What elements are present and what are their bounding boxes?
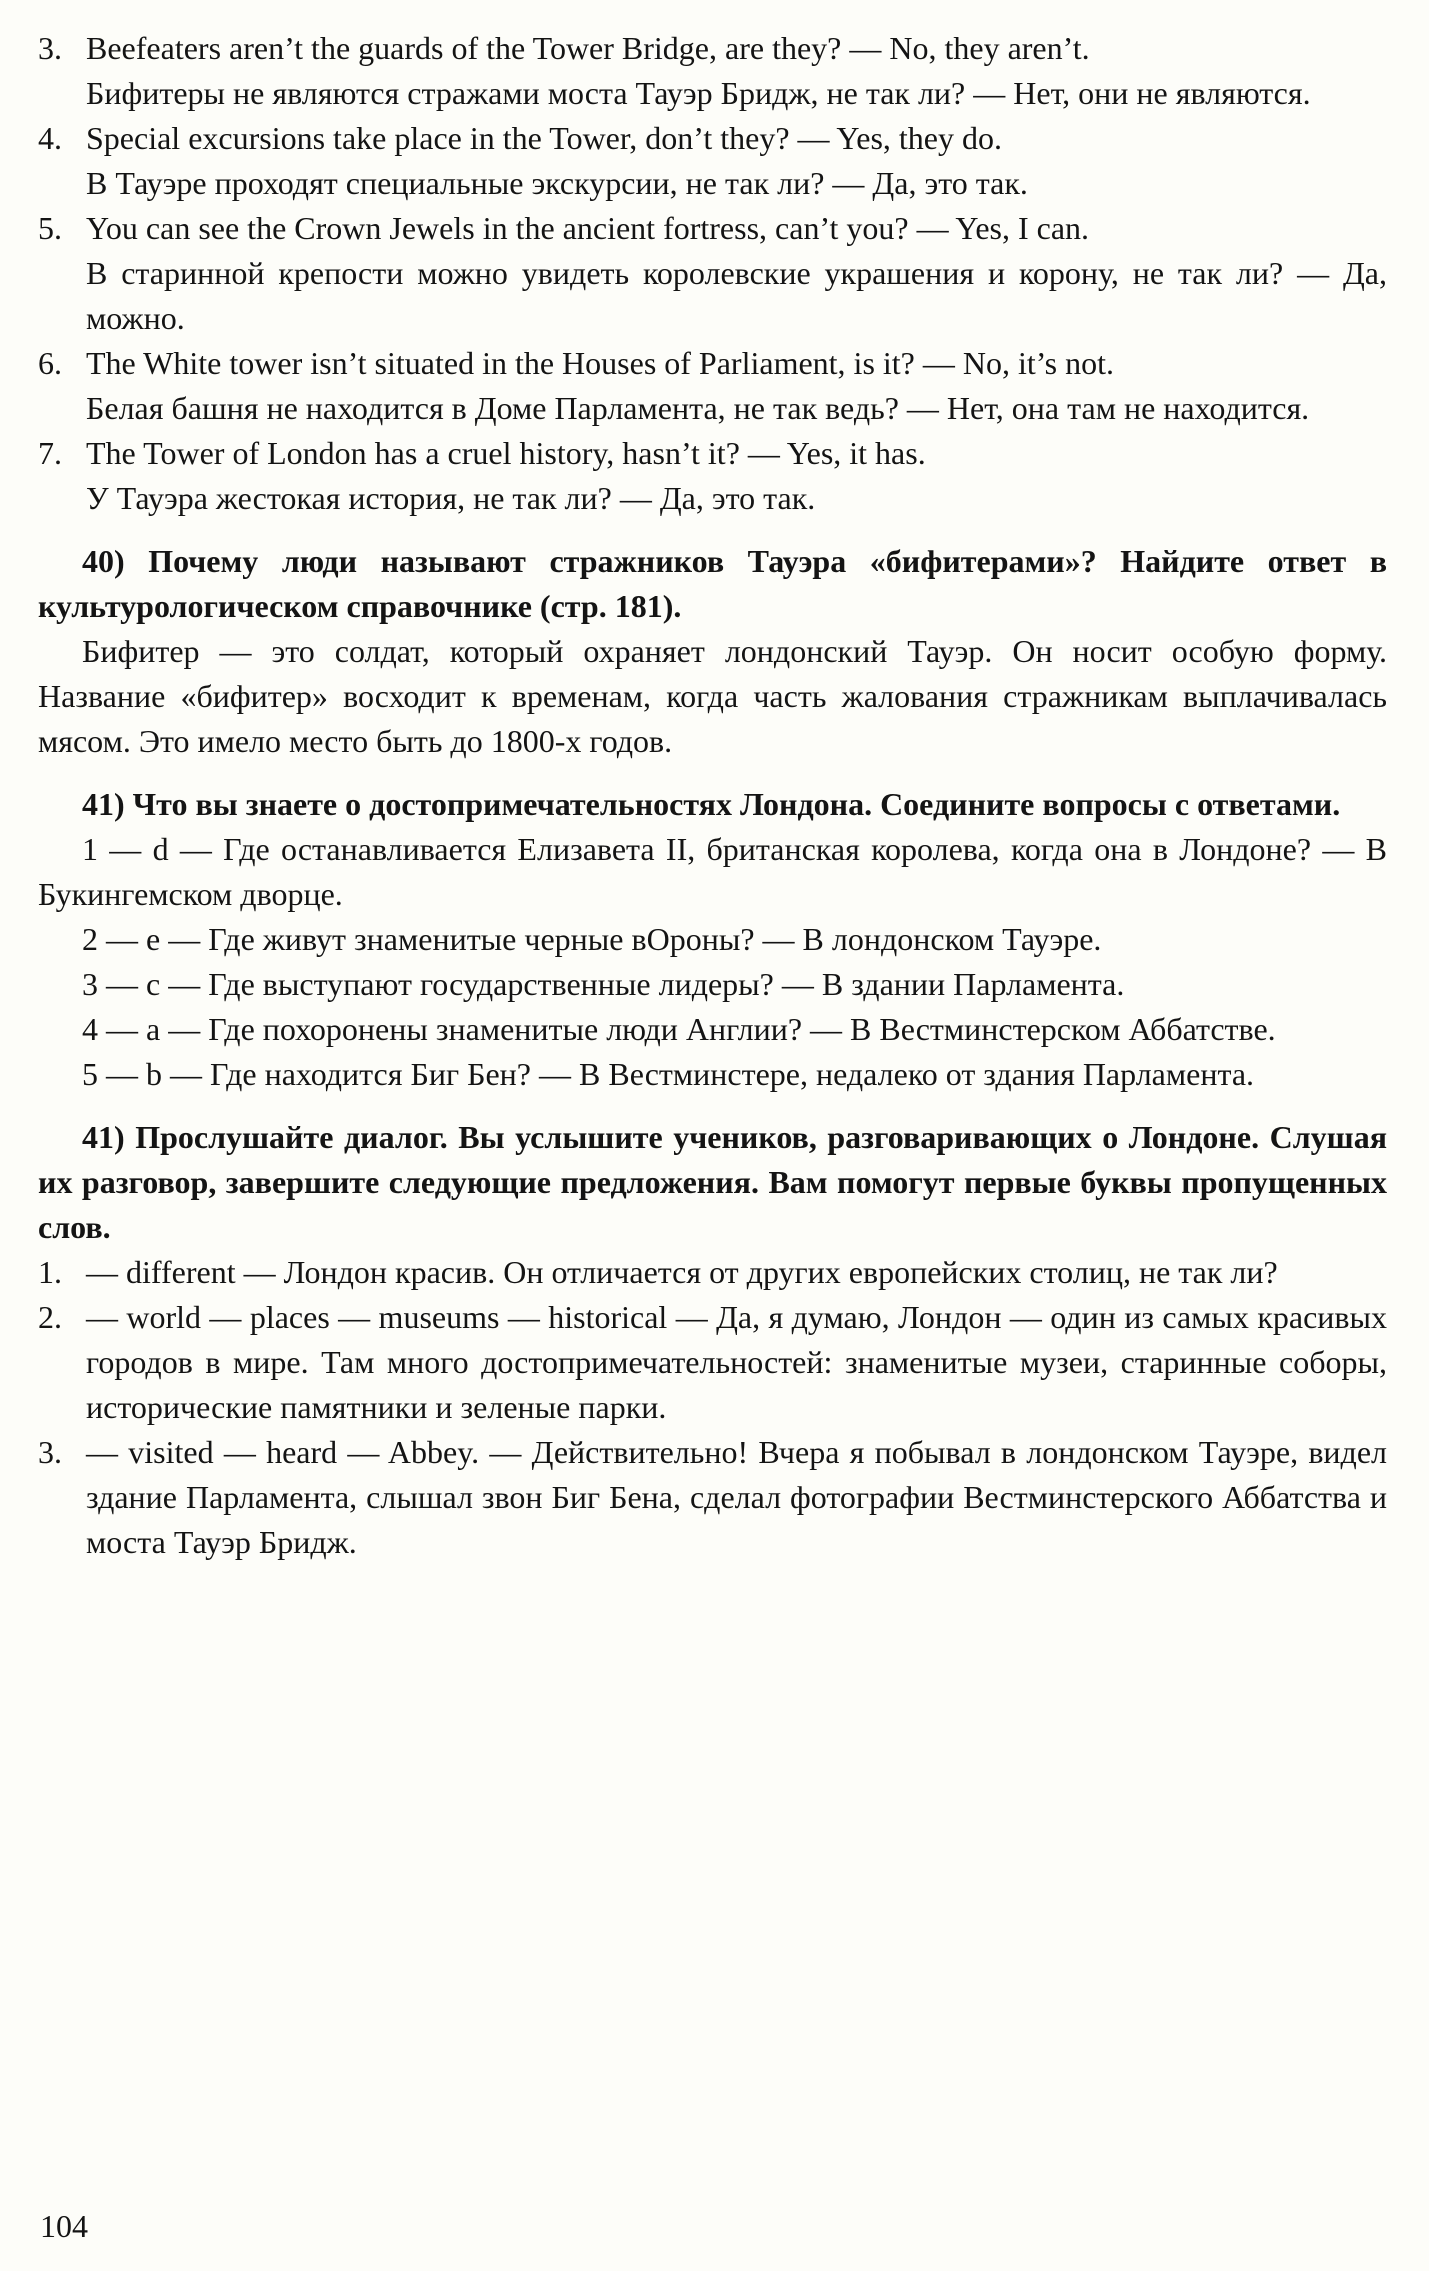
question-body — [86, 116, 1387, 206]
dialogue-item — [38, 1430, 1387, 1565]
question-ru: В Тауэре проходят специальные экскурсии, не так ли? — Да, это так. — [86, 165, 1028, 201]
item-number: 7. — [38, 435, 62, 471]
dialogue-item — [38, 1295, 1387, 1430]
question-item — [38, 341, 1387, 431]
question-item — [38, 206, 1387, 341]
question-ru: Бифитеры не являются стражами моста Тауэр Бридж, не так ли? — Нет, они не являются. — [86, 75, 1311, 111]
match-pair: 4 — a — Где похоронены знаменитые люди Англии? — В Вестминстерском Аббатстве. — [82, 1011, 1276, 1047]
task-41-match — [38, 782, 1387, 1097]
question-body — [86, 431, 1387, 521]
match-pair: 3 — c — Где выступают государственные лидеры? — В здании Парламента. — [82, 966, 1125, 1002]
match-pair: 1 — d — Где останавливается Елизавета II, британская королева, когда она в Лондоне? — В Букингемском дворце. — [38, 831, 1387, 912]
question-en: You can see the Crown Jewels in the ancient fortress, can’t you? — Yes, I can. — [86, 210, 1090, 246]
question-en: Beefeaters aren’t the guards of the Tower Bridge, are they? — No, they aren’t. — [86, 30, 1090, 66]
match-pair: 5 — b — Где находится Биг Бен? — В Вестминстере, недалеко от здания Парламента. — [82, 1056, 1255, 1092]
dialogue-text: — visited — heard — Abbey. — Действительно! Вчера я побывал в лондонском Тауэре, видел здание Парламента, слышал звон Биг Бена, сделал фотографии Вестминстерского Аббатства и моста Тауэр Бридж. — [86, 1434, 1387, 1560]
item-number: 2. — [38, 1299, 62, 1335]
question-body — [86, 26, 1387, 116]
dialogue-text: — different — Лондон красив. Он отличается от других европейских столиц, не так ли? — [86, 1254, 1278, 1290]
question-en: The White tower isn’t situated in the Houses of Parliament, is it? — No, it’s not. — [86, 345, 1114, 381]
question-item — [38, 431, 1387, 521]
dialogue-text: — world — places — museums — historical — Да, я думаю, Лондон — один из самых красивых городов в мире. Там много достопримечательностей: знаменитые музеи, старинные соборы, исторические памятники и зеленые парки. — [86, 1299, 1387, 1425]
task-40-heading: 40) Почему люди называют стражников Тауэра «бифитерами»? Найдите ответ в культурологическом справочнике (стр. 181). — [38, 543, 1387, 624]
question-ru: У Тауэра жестокая история, не так ли? — Да, это так. — [86, 480, 816, 516]
item-number: 6. — [38, 345, 62, 381]
item-number: 5. — [38, 210, 62, 246]
dialogue-item — [38, 1250, 1387, 1295]
item-number: 3. — [38, 1434, 62, 1470]
question-item — [38, 26, 1387, 116]
question-ru: В старинной крепости можно увидеть королевские украшения и корону, не так ли? — Да, можно. — [86, 255, 1387, 336]
question-body — [86, 341, 1387, 431]
question-en: The Tower of London has a cruel history, hasn’t it? — Yes, it has. — [86, 435, 926, 471]
task-41-listen-heading: 41) Прослушайте диалог. Вы услышите учеников, разговаривающих о Лондоне. Слушая их разговор, завершите следующие предложения. Вам помогут первые буквы пропущенных слов. — [38, 1119, 1387, 1245]
question-item — [38, 116, 1387, 206]
item-number: 1. — [38, 1254, 62, 1290]
item-number: 4. — [38, 120, 62, 156]
match-pair: 2 — e — Где живут знаменитые черные вОроны? — В лондонском Тауэре. — [82, 921, 1102, 957]
question-body — [86, 206, 1387, 341]
task-40 — [38, 539, 1387, 764]
task-40-answer: Бифитер — это солдат, который охраняет лондонский Тауэр. Он носит особую форму. Название «бифитер» восходит к временам, когда часть жалования стражникам выплачивалась мясом. Это имело место быть до 1800-х годов. — [38, 633, 1387, 759]
question-en: Special excursions take place in the Tower, don’t they? — Yes, they do. — [86, 120, 1002, 156]
task-41-listen — [38, 1115, 1387, 1565]
item-number: 3. — [38, 30, 62, 66]
task-41-match-heading: 41) Что вы знаете о достопримечательностях Лондона. Соедините вопросы с ответами. — [82, 786, 1341, 822]
page-number: 104 — [40, 2208, 88, 2244]
question-ru: Белая башня не находится в Доме Парламента, не так ведь? — Нет, она там не находится. — [86, 390, 1310, 426]
